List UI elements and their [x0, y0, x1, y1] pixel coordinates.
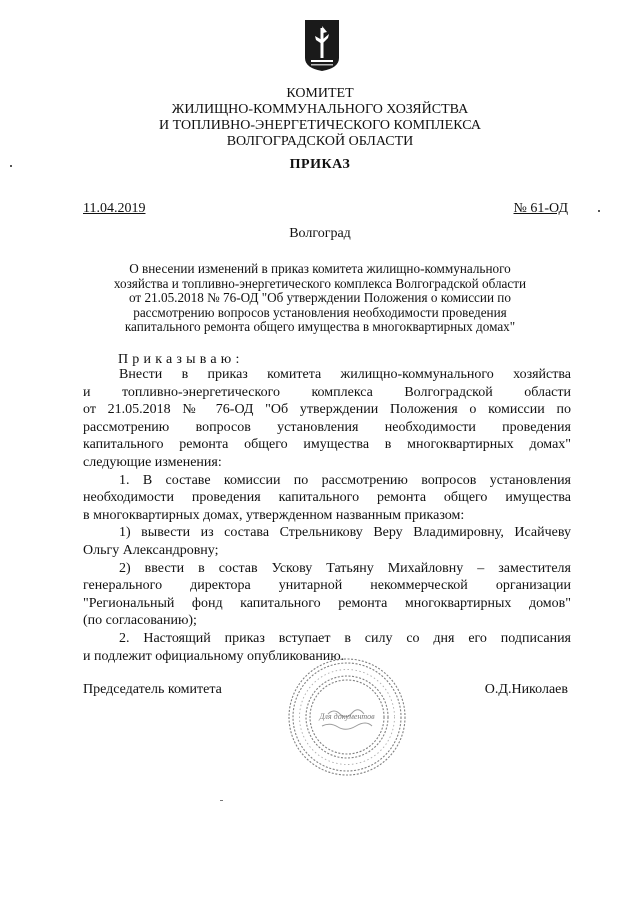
subject-line: О внесении изменений в приказ комитета жилищно-коммунального: [129, 261, 511, 276]
document-date: 11.04.2019: [83, 201, 146, 216]
body-line: и подлежит официальному опубликованию.: [83, 648, 345, 664]
signer-position: Председатель комитета: [83, 682, 222, 697]
body-line: (по согласованию);: [83, 613, 197, 629]
document-number: № 61-ОД: [513, 201, 568, 216]
body-line: генерального директора унитарной некоммерческой организации: [83, 578, 571, 594]
body-line: следующие изменения:: [83, 454, 222, 470]
scan-speck: [598, 210, 600, 212]
body-line: 2. Настоящий приказ вступает в силу со дня его подписания: [119, 630, 571, 646]
body-line: в многоквартирных домах, утвержденном названным приказом:: [83, 507, 465, 523]
subject-line: рассмотрению вопросов установления необходимости проведения: [133, 304, 507, 320]
body-line: от 21.05.2018 № 76-ОД "Об утверждении Положения о комиссии по: [83, 402, 571, 418]
body-line: Внести в приказ комитета жилищно-коммунального хозяйства: [119, 367, 571, 382]
body-line: капитального ремонта общего имущества в многоквартирных домах": [83, 437, 571, 453]
org-line: И ТОПЛИВНО-ЭНЕРГЕТИЧЕСКОГО КОМПЛЕКСА: [159, 118, 481, 133]
org-line: КОМИТЕТ: [286, 86, 354, 101]
scan-speck: [10, 165, 12, 167]
body-line: 1. В составе комиссии по рассмотрению вопросов установления: [119, 472, 571, 488]
document-body: [83, 366, 571, 665]
subject-line: капитального ремонта общего имущества в многоквартирных домах": [124, 319, 516, 335]
stamp-text: Для документов: [319, 712, 375, 721]
body-line: рассмотрению вопросов установления необходимости проведения: [83, 419, 571, 435]
subject-line: хозяйства и топливно-энергетического комплекса Волгоградской области: [113, 275, 527, 291]
body-line: необходимости проведения капитального ремонта общего имущества: [83, 490, 571, 506]
document-city: Волгоград: [289, 226, 351, 241]
body-line: 2) ввести в состав Ускову Татьяну Михайловну – заместителя: [119, 560, 571, 576]
scan-speck: [220, 800, 223, 801]
document-subject: [0, 262, 640, 335]
document-type: ПРИКАЗ: [289, 157, 351, 172]
body-line: 1) вывести из состава Стрельникову Веру Владимировну, Исайчеву: [119, 525, 571, 541]
signer-name: О.Д.Николаев: [484, 682, 568, 697]
org-line: ЖИЛИЩНО-КОММУНАЛЬНОГО ХОЗЯЙСТВА: [171, 102, 469, 117]
body-line: и топливно-энергетического комплекса Волгоградской области: [83, 384, 571, 400]
official-stamp-icon: [286, 656, 408, 778]
order-word: Приказываю:: [118, 352, 244, 367]
organization-name: [0, 86, 640, 150]
subject-line: от 21.05.2018 № 76-ОД "Об утверждении Положения о комиссии по: [129, 290, 511, 306]
body-line: Ольгу Александровну;: [83, 542, 219, 558]
org-line: ВОЛГОГРАДСКОЙ ОБЛАСТИ: [226, 134, 414, 149]
coat-of-arms-icon: [303, 18, 341, 72]
body-line: "Региональный фонд капитального ремонта многоквартирных домов": [83, 595, 571, 611]
